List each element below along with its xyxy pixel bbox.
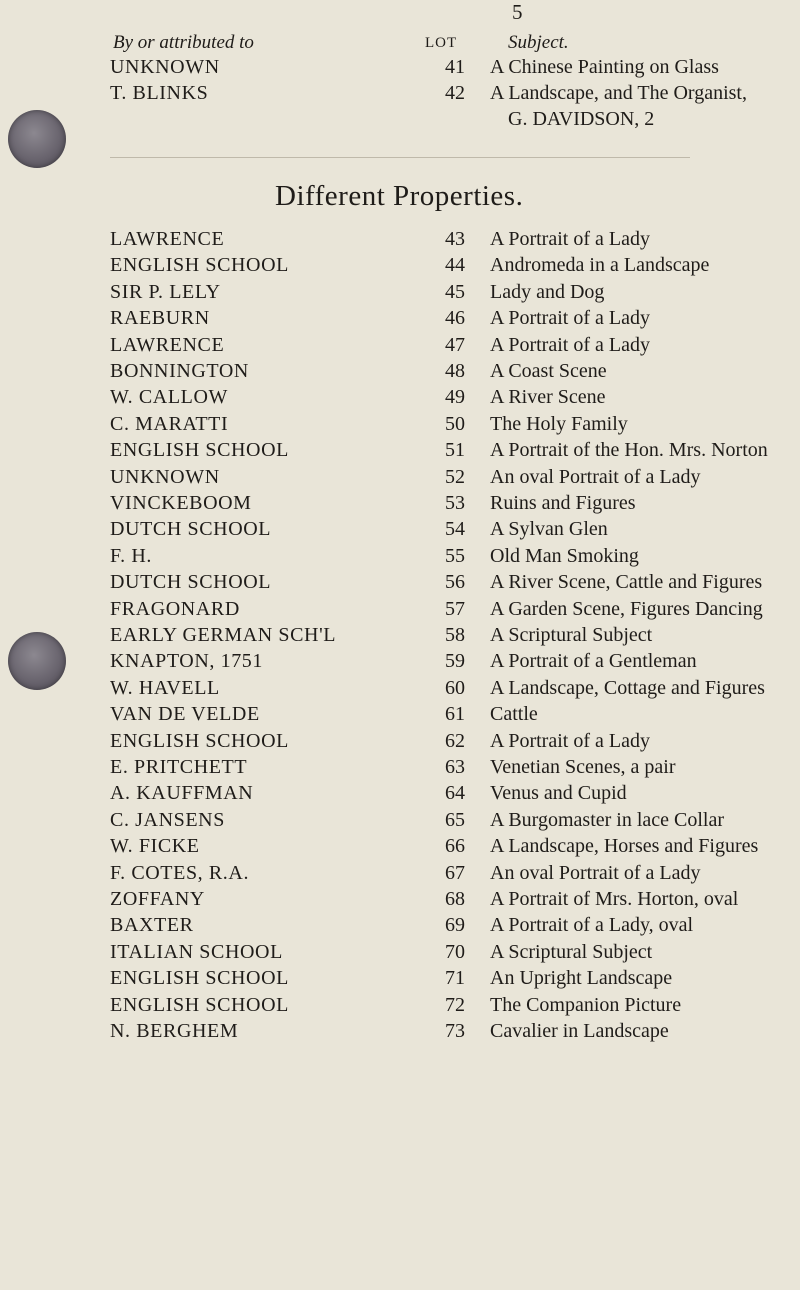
artist-name: DUTCH SCHOOL [110, 571, 272, 593]
lot-number: 47 [445, 334, 465, 356]
catalogue-entry [0, 994, 800, 1020]
artist-name: A. KAUFFMAN [110, 782, 254, 804]
subject-title: A Portrait of a Lady [490, 334, 650, 356]
catalogue-entry [0, 413, 800, 439]
lot-number: 52 [445, 466, 465, 488]
artist-name: ENGLISH SCHOOL [110, 994, 289, 1016]
subject-title: A Sylvan Glen [490, 518, 608, 540]
lot-number: 41 [445, 56, 465, 78]
subject-title: A Coast Scene [490, 360, 607, 382]
catalogue-entry [0, 782, 800, 808]
catalogue-entry [0, 914, 800, 940]
lot-number: 67 [445, 862, 465, 884]
subject-title: A Portrait of a Lady, oval [490, 914, 694, 936]
subject-title: Cavalier in Landscape [490, 1020, 669, 1042]
subject-title: Lady and Dog [490, 281, 605, 303]
subject-title: An Upright Landscape [490, 967, 673, 989]
artist-name: T. BLINKS [110, 82, 209, 104]
catalogue-entry [0, 862, 800, 888]
subject-title: Old Man Smoking [490, 545, 639, 567]
subject-title: A Portrait of the Hon. Mrs. Norton [490, 439, 768, 461]
catalogue-entry [0, 624, 800, 650]
lot-number: 58 [445, 624, 465, 646]
catalogue-entry [0, 56, 800, 82]
artist-name: LAWRENCE [110, 334, 225, 356]
lot-number: 43 [445, 228, 465, 250]
catalogue-entry [0, 598, 800, 624]
subject-title: A Burgomaster in lace Collar [490, 809, 725, 831]
catalogue-entry [0, 281, 800, 307]
catalogue-entry [0, 967, 800, 993]
header-lot: LOT [425, 35, 458, 51]
lot-number: 54 [445, 518, 465, 540]
lot-number: 73 [445, 1020, 465, 1042]
subject-title: Ruins and Figures [490, 492, 636, 514]
lot-number: 64 [445, 782, 465, 804]
artist-name: BAXTER [110, 914, 194, 936]
lot-number: 50 [445, 413, 465, 435]
subject-title: A Portrait of a Lady [490, 730, 650, 752]
catalogue-entry [0, 571, 800, 597]
artist-name: EARLY GERMAN SCH'L [110, 624, 337, 646]
subject-title: A Portrait of a Gentleman [490, 650, 697, 672]
lot-number: 51 [445, 439, 465, 461]
page-number: 5 [512, 0, 523, 24]
subject-title: Venetian Scenes, a pair [490, 756, 676, 778]
artist-name: ZOFFANY [110, 888, 205, 910]
subject-title: A Garden Scene, Figures Dancing [490, 598, 763, 620]
artist-name: BONNINGTON [110, 360, 249, 382]
lot-number: 66 [445, 835, 465, 857]
artist-name: ENGLISH SCHOOL [110, 439, 289, 461]
catalogue-entry [0, 730, 800, 756]
lot-number: 68 [445, 888, 465, 910]
artist-name: SIR P. LELY [110, 281, 221, 303]
subject-title: Venus and Cupid [490, 782, 627, 804]
catalogue-entry [0, 888, 800, 914]
lot-number: 53 [445, 492, 465, 514]
lot-number: 61 [445, 703, 465, 725]
subject-title: Andromeda in a Landscape [490, 254, 710, 276]
artist-name: VAN DE VELDE [110, 703, 260, 725]
lot-number: 55 [445, 545, 465, 567]
lot-number: 63 [445, 756, 465, 778]
catalogue-entry [0, 82, 800, 108]
subject-title: A Landscape, Cottage and Figures [490, 677, 765, 699]
catalogue-entry [0, 386, 800, 412]
subject-title: The Companion Picture [490, 994, 682, 1016]
subject-title: An oval Portrait of a Lady [490, 466, 701, 488]
subject-title: Cattle [490, 703, 538, 725]
subject-title: A Chinese Painting on Glass [490, 56, 719, 78]
lot-number: 56 [445, 571, 465, 593]
lot-number: 42 [445, 82, 465, 104]
artist-name: KNAPTON, 1751 [110, 650, 263, 672]
artist-name: E. PRITCHETT [110, 756, 248, 778]
artist-name: LAWRENCE [110, 228, 225, 250]
artist-name: W. CALLOW [110, 386, 228, 408]
catalogue-entry [0, 809, 800, 835]
lot-number: 48 [445, 360, 465, 382]
catalogue-entry [0, 835, 800, 861]
lot-number: 69 [445, 914, 465, 936]
subject-title: The Holy Family [490, 413, 628, 435]
catalogue-entry [0, 439, 800, 465]
column-header [0, 28, 800, 58]
artist-name: UNKNOWN [110, 56, 220, 78]
artist-name: F. COTES, R.A. [110, 862, 250, 884]
subject-title: A Landscape, Horses and Figures [490, 835, 759, 857]
artist-name: VINCKEBOOM [110, 492, 252, 514]
catalogue-entry [0, 492, 800, 518]
lot-number: 57 [445, 598, 465, 620]
artist-name: C. MARATTI [110, 413, 229, 435]
artist-name: C. JANSENS [110, 809, 225, 831]
lot-number: 49 [445, 386, 465, 408]
catalogue-entry [0, 518, 800, 544]
subject-title: A Scriptural Subject [490, 941, 653, 963]
subject-continuation-row [0, 108, 800, 134]
lot-number: 65 [445, 809, 465, 831]
catalogue-entry [0, 466, 800, 492]
catalogue-entry [0, 677, 800, 703]
header-subject: Subject. [508, 32, 569, 53]
catalogue-entry [0, 228, 800, 254]
subject-title: An oval Portrait of a Lady [490, 862, 701, 884]
header-attributed: By or attributed to [113, 32, 254, 53]
artist-name: F. H. [110, 545, 152, 567]
artist-name: W. HAVELL [110, 677, 220, 699]
artist-name: DUTCH SCHOOL [110, 518, 272, 540]
section-title: Different Properties. [275, 180, 524, 212]
subject-title: A Portrait of a Lady [490, 307, 650, 329]
subject-title: A Portrait of Mrs. Horton, oval [490, 888, 739, 910]
catalogue-entry [0, 941, 800, 967]
catalogue-entry [0, 307, 800, 333]
catalogue-entry [0, 756, 800, 782]
catalogue-entry [0, 360, 800, 386]
artist-name: ITALIAN SCHOOL [110, 941, 283, 963]
lot-number: 60 [445, 677, 465, 699]
artist-name: ENGLISH SCHOOL [110, 967, 289, 989]
subject-title: A River Scene [490, 386, 606, 408]
catalogue-entry [0, 703, 800, 729]
lot-number: 46 [445, 307, 465, 329]
lot-number: 62 [445, 730, 465, 752]
artist-name: RAEBURN [110, 307, 210, 329]
lot-number: 71 [445, 967, 465, 989]
artist-name: ENGLISH SCHOOL [110, 254, 289, 276]
subject-title: A Landscape, and The Organist, [490, 82, 747, 104]
lot-number: 59 [445, 650, 465, 672]
artist-name: ENGLISH SCHOOL [110, 730, 289, 752]
subject-title: A Portrait of a Lady [490, 228, 650, 250]
artist-name: N. BERGHEM [110, 1020, 239, 1042]
catalogue-entry [0, 334, 800, 360]
artist-name: UNKNOWN [110, 466, 220, 488]
catalogue-entry [0, 545, 800, 571]
section-divider [110, 157, 690, 158]
lot-number: 44 [445, 254, 465, 276]
lot-number: 45 [445, 281, 465, 303]
lot-number: 70 [445, 941, 465, 963]
lot-number: 72 [445, 994, 465, 1016]
subject-title: A Scriptural Subject [490, 624, 653, 646]
catalogue-entry [0, 650, 800, 676]
artist-name: W. FICKE [110, 835, 200, 857]
artist-name: FRAGONARD [110, 598, 240, 620]
subject-title: A River Scene, Cattle and Figures [490, 571, 763, 593]
catalogue-entry [0, 254, 800, 280]
catalogue-entry [0, 1020, 800, 1046]
subject-continuation: G. DAVIDSON, 2 [508, 108, 655, 130]
